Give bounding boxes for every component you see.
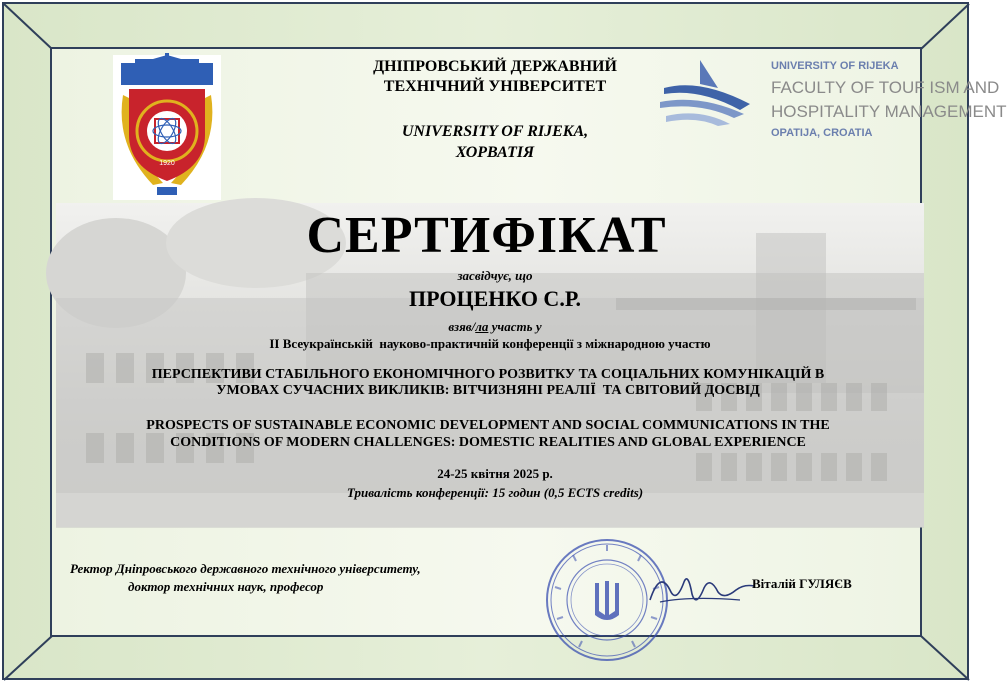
certifies-text: засвідчує, що <box>457 268 533 283</box>
rijeka-logo-line3: HOSPITALITY MANAGEMENT <box>771 102 1007 121</box>
handwritten-signature-icon <box>640 560 760 620</box>
conference-duration: Тривалість конференції: 15 годин (0,5 ECTS credits) <box>346 485 644 500</box>
topic-en-line1: PROSPECTS OF SUSTAINABLE ECONOMIC DEVELOPMENT AND SOCIAL COMMUNICATIONS IN THE <box>146 418 830 433</box>
rijeka-logo-line4: OPATIJA, CROATIA <box>771 127 873 139</box>
recipient-name: ПРОЦЕНКО С.Р. <box>408 286 582 311</box>
took-part-underlined: ла <box>475 319 489 334</box>
rector-title <box>70 560 530 596</box>
rector-line2: доктор технічних наук, професор <box>128 579 324 594</box>
rijeka-line1: UNIVERSITY OF RIJEKA, <box>401 123 589 140</box>
ua-university-name <box>300 57 690 97</box>
ua-university-line2: ТЕХНІЧНИЙ УНІВЕРСИТЕТ <box>383 78 607 95</box>
rijeka-logo-line2: FACULTY OF TOUF ISM AND <box>771 78 1000 97</box>
took-part-suffix: участь у <box>488 319 542 334</box>
rijeka-logo-line1: UNIVERSITY OF RIJEKA <box>771 60 899 72</box>
certificate-title: СЕРТИФІКАТ <box>306 207 667 264</box>
topic-en-line2: CONDITIONS OF MODERN CHALLENGES: DOMESTIC REALITIES AND GLOBAL EXPERIENCE <box>170 435 806 450</box>
rijeka-line2: ХОРВАТІЯ <box>455 144 535 161</box>
dstu-emblem-icon <box>113 55 221 200</box>
topic-ua-line1: ПЕРСПЕКТИВИ СТАБІЛЬНОГО ЕКОНОМІЧНОГО РОЗВИТКУ ТА СОЦІАЛЬНИХ КОМУНІКАЦІЙ В <box>151 367 825 382</box>
ua-university-line1: ДНІПРОВСЬКИЙ ДЕРЖАВНИЙ <box>373 58 617 75</box>
conference-dates: 24-25 квітня 2025 р. <box>437 466 553 481</box>
took-part-text <box>300 319 690 335</box>
dstu-year: 1920 <box>159 160 175 167</box>
conference-name: II Всеукраїнській науково-практичній конференції з міжнародною участю <box>269 336 711 351</box>
signer-name: Віталій ГУЛЯЄВ <box>752 576 852 591</box>
rector-line1: Ректор Дніпровського державного технічного університету, <box>70 561 421 576</box>
rijeka-university-name <box>300 121 690 163</box>
topic-ua-line2: УМОВАХ СУЧАСНИХ ВИКЛИКІВ: ВІТЧИЗНЯНІ РЕАЛІЇ ТА СВІТОВИЙ ДОСВІД <box>216 383 760 398</box>
topic-ukrainian <box>60 367 916 399</box>
topic-english <box>60 417 916 451</box>
took-part-prefix: взяв/ <box>448 319 476 334</box>
